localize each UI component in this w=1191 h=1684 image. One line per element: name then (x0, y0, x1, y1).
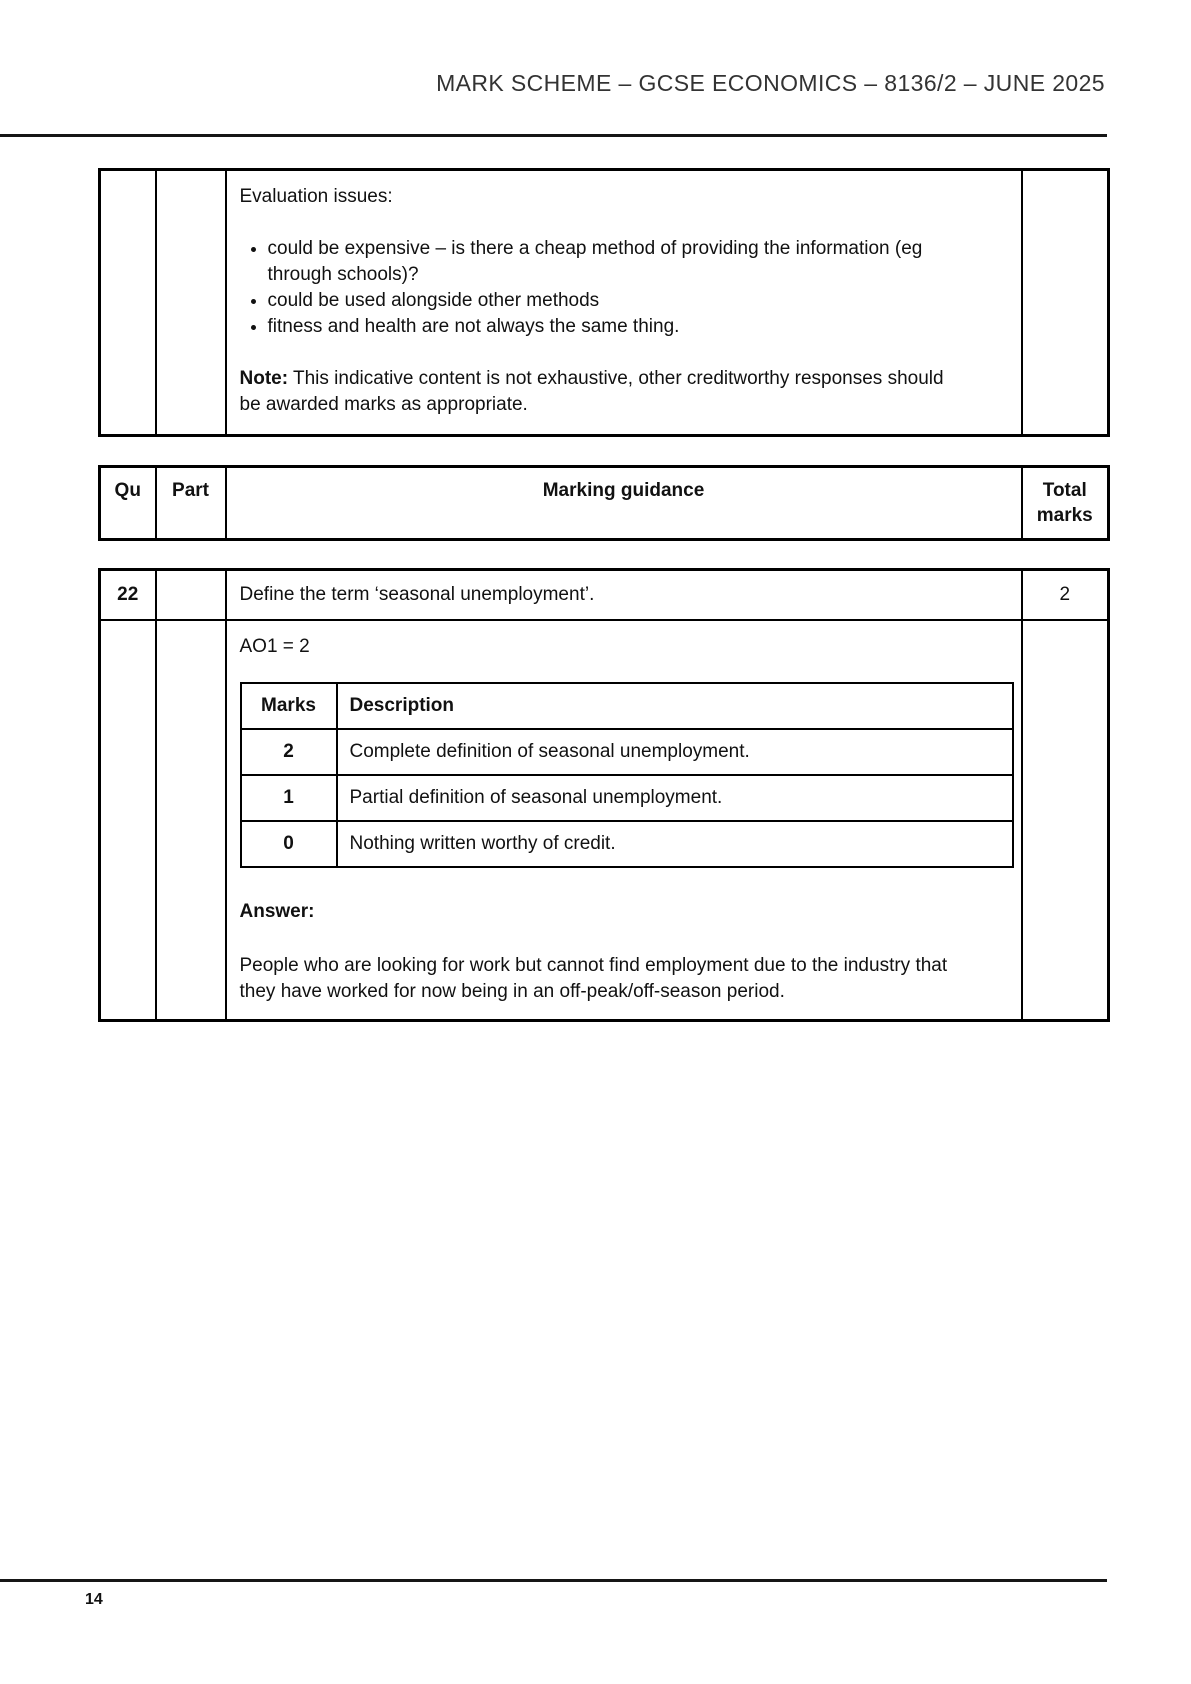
marks-description: Nothing written worthy of credit. (337, 821, 1013, 867)
header-rule (0, 134, 1107, 137)
total-marks-cell-empty (1022, 620, 1109, 1021)
continuation-row (100, 170, 1109, 436)
part-cell-empty (156, 570, 226, 621)
question-row (100, 570, 1109, 621)
question-number: 22 (100, 570, 156, 621)
answer-text: People who are looking for work but cannot find employment due to the industry that they have worked for now being in an off-peak/off-season period. (239, 955, 948, 1002)
bullet-item: • could be expensive – is there a cheap method of providing the information (eg through schools)? (268, 236, 952, 288)
total-marks-column-header: Total marks (1022, 467, 1109, 540)
marks-table-row (241, 775, 1013, 821)
marks-table-row (241, 821, 1013, 867)
note-text: This indicative content is not exhaustive, other creditworthy responses should be awarded marks as appropriate. (239, 368, 944, 415)
part-column-header: Part (156, 467, 226, 540)
page-number: 14 (85, 1591, 103, 1608)
marking-guidance-column-header: Marking guidance (226, 467, 1022, 540)
marking-detail-cell (226, 620, 1022, 1021)
marks-table-header-row (241, 683, 1013, 729)
marks-value: 1 (241, 775, 337, 821)
assessment-objective-line: AO1 = 2 (239, 636, 310, 657)
page-header-title: MARK SCHEME – GCSE ECONOMICS – 8136/2 – JUNE 2025 (436, 70, 1105, 96)
bullet-item: • fitness and health are not always the same thing. (268, 314, 952, 340)
part-cell-empty (156, 170, 226, 436)
marks-header: Marks (241, 683, 337, 729)
footer-rule (0, 1579, 1107, 1582)
question-detail-row (100, 620, 1109, 1021)
marks-description: Complete definition of seasonal unemployment. (337, 729, 1013, 775)
marks-table-row (241, 729, 1013, 775)
marks-value: 2 (241, 729, 337, 775)
qu-cell-empty (100, 170, 156, 436)
answer-label: Answer: (239, 901, 315, 922)
marks-value: 0 (241, 821, 337, 867)
evaluation-bullet-list (240, 236, 952, 340)
note-paragraph (240, 366, 964, 418)
guidance-header-row (100, 467, 1109, 540)
continuation-table (98, 168, 1110, 437)
question-total-marks: 2 (1022, 570, 1109, 621)
evaluation-issues-heading: Evaluation issues: (239, 186, 393, 207)
bullet-item: • could be used alongside other methods (268, 288, 952, 314)
marks-description-table (240, 682, 1014, 868)
qu-column-header: Qu (100, 467, 156, 540)
note-label: Note: (239, 368, 289, 389)
question-text: Define the term ‘seasonal unemployment’. (226, 570, 1022, 621)
description-header: Description (337, 683, 1013, 729)
page-content (98, 168, 1107, 1022)
marks-description: Partial definition of seasonal unemployment. (337, 775, 1013, 821)
part-cell-empty (156, 620, 226, 1021)
qu-cell-empty (100, 620, 156, 1021)
guidance-header-table (98, 465, 1110, 541)
question-table (98, 568, 1110, 1022)
total-marks-cell-empty (1022, 170, 1109, 436)
guidance-cell (226, 170, 1022, 436)
page-header (0, 70, 1105, 97)
